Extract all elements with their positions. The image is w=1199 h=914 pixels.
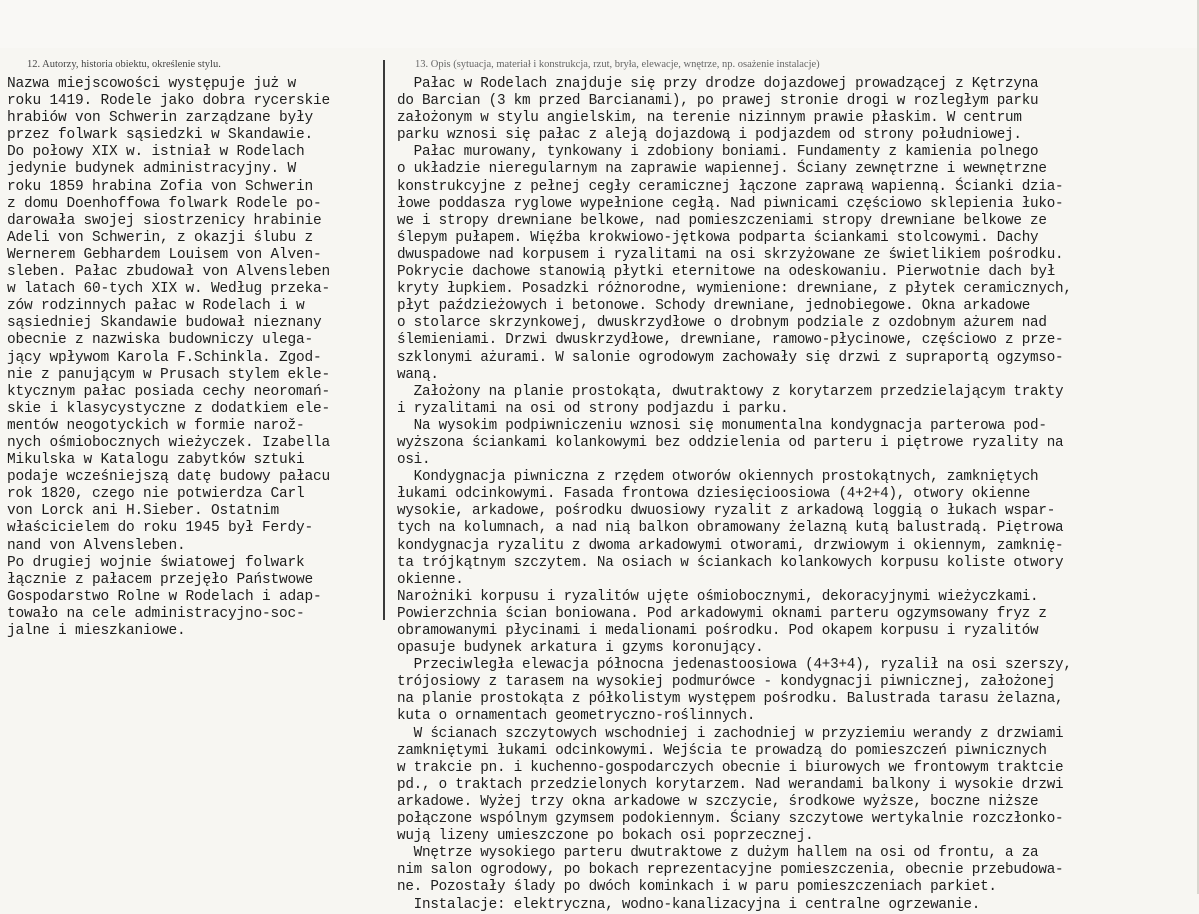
history-column <box>7 58 387 894</box>
text-line: nie z panującym w Prusach stylem ekle- <box>7 366 331 383</box>
text-line: łukami odcinkowymi. Fasada frontowa dziesięcioosiowa (4+2+4), otwory okienne <box>397 486 1031 503</box>
text-line: Założony na planie prostokąta, dwutraktowy z korytarzem przedzielającym trakty <box>397 383 1064 400</box>
text-line: wyższona ściankami kolankowymi bez oddzielenia od parteru i piętrowe ryzality na <box>397 434 1064 451</box>
text-line: towało na cele administracyjno-soc- <box>7 605 305 622</box>
description-heading: 13. Opis (sytuacja, materiał i konstrukcja, rzut, bryła, elewacje, wnętrze, np. osażenie instalacje) <box>415 59 820 70</box>
text-line: Wnętrze wysokiego parteru dwutraktowe z dużym hallem na osi od frontu, a za <box>397 845 1039 862</box>
text-line: o układzie nieregularnym na zaprawie wapiennej. Ściany zewnętrzne i wewnętrzne <box>397 161 1047 178</box>
text-line: płyt paździeżowych i betonowe. Schody drewniane, jednobiegowe. Okna arkadowe <box>397 298 1031 315</box>
text-line: połączone wspólnym gzymsem podokiennym. Ściany szczytowe wertykalnie rozczłonko- <box>397 811 1064 828</box>
text-line: trójosiowy z tarasem na wysokiej podmurówce - kondygnacji piwnicznej, założonej <box>397 674 1056 691</box>
text-line: Pokrycie dachowe stanowią płytki eternitowe na odeskowaniu. Pierwotnie dach był <box>397 264 1056 281</box>
text-line: Po drugiej wojnie światowej folwark <box>7 554 305 571</box>
text-line: ślepym pułapem. Więźba krokwiowo-jętkowa podparta ściankami stolcowymi. Dachy <box>397 229 1039 246</box>
text-line: nim salon ogrodowy, po bokach reprezentacyjne pomieszczenia, obecnie przebudowa- <box>397 862 1064 879</box>
description-column <box>397 58 1197 913</box>
text-line: Do połowy XIX w. istniał w Rodelach <box>7 144 305 161</box>
text-line: Narożniki korpusu i ryzalitów ujęte ośmiobocznymi, dekoracyjnymi wieżyczkami. <box>397 588 1039 605</box>
text-line: Nazwa miejscowości występuje już w <box>7 76 297 92</box>
text-line: ślemieniami. Drzwi dwuskrzydłowe, drewniane, ramowo-płycinowe, częściowo z prze- <box>397 332 1064 349</box>
text-line: rok 1820, czego nie potwierdza Carl <box>7 486 305 503</box>
text-line: obecnie z nazwiska budowniczy ulega- <box>7 332 314 349</box>
text-line: Adeli von Schwerin, z okazji ślubu z <box>7 229 314 246</box>
text-line: zamkniętymi łukami odcinkowymi. Wejścia te prowadzą do pomieszczeń piwnicznych <box>397 742 1047 759</box>
text-line: Powierzchnia ścian boniowana. Pod arkadowymi oknami parteru ogzymsowany fryz z <box>397 605 1047 622</box>
text-line: darowała swojej siostrzenicy hrabinie <box>7 212 322 229</box>
text-line: tych na kolumnach, a nad nią balkon obramowany żelazną kutą balustradą. Piętrowa <box>397 520 1064 537</box>
text-line: kryty łupkiem. Posadzki różnorodne, wymienione: drewniane, z płytek ceramicznych, <box>397 281 1072 298</box>
text-line: ne. Pozostały ślady po dwóch kominkach i w paru pomieszczeniach parkiet. <box>397 879 997 896</box>
text-line: nand von Alvensleben. <box>7 537 186 554</box>
text-line: Kondygnacja piwniczna z rzędem otworów okiennych prostokątnych, zamkniętych <box>397 469 1039 486</box>
text-line: ktycznym pałac posiada cechy neoromań- <box>7 383 331 400</box>
text-line: wysokie, arkadowe, pośrodku dwuosiowy ryzalit z arkadową loggią o łukach wspar- <box>397 503 1056 520</box>
text-line: roku 1419. Rodele jako dobra rycerskie <box>7 93 331 110</box>
text-line: okienne. <box>397 571 464 588</box>
text-line: o stolarce skrzynkowej, dwuskrzydłowe o drobnym podziale z ozdobnym ażurem nad <box>397 315 1047 332</box>
text-line: do Barcian (3 km przed Barcianami), po prawej stronie drogi w rozległym parku <box>397 93 1039 110</box>
history-text <box>7 76 387 640</box>
text-line: we i stropy drewniane belkowe, nad pomieszczeniami stropy drewniane belkowe ze <box>397 212 1047 229</box>
text-line: w trakcie pn. i kuchenno-gospodarczych obecnie i biurowych we frontowym traktcie <box>397 759 1064 776</box>
text-line: w latach 60-tych XIX w. Według przeka- <box>7 281 331 298</box>
text-line: Wernerem Gebhardem Louisem von Alven- <box>7 246 322 263</box>
text-line: podaje wcześniejszą datę budowy pałacu <box>7 469 331 486</box>
text-line: kuta o ornamentach geometryczno-roślinnych. <box>397 708 756 725</box>
text-line: jedynie budynek administracyjny. W <box>7 161 297 178</box>
text-line: Gospodarstwo Rolne w Rodelach i adap- <box>7 588 322 605</box>
column-divider <box>383 60 385 620</box>
text-line: obramowanymi płycinami i medalionami pośrodku. Pod okapem korpusu i ryzalitów <box>397 623 1039 639</box>
text-line: ta trójkątnym szczytem. Na osiach w ściankach kolankowych korpusu koliste otwory <box>397 554 1064 571</box>
text-line: przez folwark sąsiedzki w Skandawie. <box>7 127 314 144</box>
text-line: szklonymi ażurami. W salonie ogrodowym zachowały się drzwi z supraportą ogzymso- <box>397 349 1064 366</box>
text-line: łowe poddasza ryglowe wypełnione cegłą. Nad piwnicami częściowo sklepienia łuko- <box>397 195 1064 212</box>
text-line: sąsiedniej Skandawie budował nieznany <box>7 315 322 332</box>
text-line: waną. <box>397 366 439 383</box>
text-line: nych ośmiobocznych wieżyczek. Izabella <box>7 434 331 451</box>
text-line: właścicielem do roku 1945 był Ferdy- <box>7 520 314 537</box>
top-margin <box>0 0 1199 48</box>
text-line: pd., o traktach przedzielonych korytarzem. Nad werandami balkony i wysokie drzwi <box>397 776 1064 793</box>
text-line: W ścianach szczytowych wschodniej i zachodniej w przyziemiu werandy z drzwiami <box>397 725 1064 742</box>
text-line: von Lorck ani H.Sieber. Ostatnim <box>7 503 280 520</box>
text-line: roku 1859 hrabina Zofia von Schwerin <box>7 178 314 195</box>
text-line: sleben. Pałac zbudował von Alvensleben <box>7 264 331 281</box>
text-line: Pałac murowany, tynkowany i zdobiony boniami. Fundamenty z kamienia polnego <box>397 144 1039 161</box>
text-line: Pałac w Rodelach znajduje się przy drodze dojazdowej prowadzącej z Kętrzyna <box>397 76 1039 92</box>
text-line: dwuspadowe nad korpusem i ryzalitami na osi skrzyżowane ze świetlikiem pośrodku. <box>397 246 1064 263</box>
text-line: opasuje budynek arkatura i gzyms koronujący. <box>397 640 764 657</box>
text-line: parku wznosi się pałac z aleją dojazdową i podjazdem od strony południowej. <box>397 127 1022 144</box>
text-line: hrabiów von Schwerin zarządzane były <box>7 110 314 127</box>
text-line: skie i klasycystyczne z dodatkiem ele- <box>7 400 331 417</box>
text-line: z domu Doenhoffowa folwark Rodele po- <box>7 195 322 212</box>
text-line: osi. <box>397 452 431 469</box>
text-line: mentów neogotyckich w formie narož- <box>7 417 305 434</box>
text-line: zów rodzinnych pałac w Rodelach i w <box>7 298 305 315</box>
text-line: jący wpływom Karola F.Schinkla. Zgod- <box>7 349 322 366</box>
text-line: konstrukcyjne z pełnej cegły ceramicznej łączone zaprawą wapienną. Ścianki dzia- <box>397 178 1064 195</box>
text-line: Przeciwległa elewacja północna jedenastoosiowa (4+3+4), ryzalił na osi szerszy, <box>397 657 1072 674</box>
text-line: arkadowe. Wyżej trzy okna arkadowe w szczycie, środkowe wyższe, boczne niższe <box>397 793 1039 810</box>
text-line: Mikulska w Katalogu zabytków sztuki <box>7 452 305 469</box>
text-line: łącznie z pałacem przejęło Państwowe <box>7 571 314 588</box>
text-line: kondygnacja ryzalitu z dwoma arkadowymi otworami, drzwiowym i okiennym, zamknię- <box>397 537 1064 554</box>
text-line: jalne i mieszkaniowe. <box>7 623 186 639</box>
text-line: na planie prostokąta z półkolistym występem pośrodku. Balustrada tarasu żelazna, <box>397 691 1064 708</box>
description-text <box>397 76 1197 914</box>
history-heading: 12. Autorzy, historia obiektu, określenie stylu. <box>27 59 221 70</box>
text-line: założonym w stylu angielskim, na terenie nizinnym prawie płaskim. W centrum <box>397 110 1022 127</box>
text-line: wują lizeny umieszczone po bokach osi poprzecznej. <box>397 828 814 845</box>
text-line: Na wysokim podpiwniczeniu wznosi się monumentalna kondygnacja parterowa pod- <box>397 417 1047 434</box>
text-line: i ryzalitami na osi od strony podjazdu i parku. <box>397 400 789 417</box>
text-line: Instalacje: elektryczna, wodno-kanalizacyjna i centralne ogrzewanie. <box>397 896 981 913</box>
